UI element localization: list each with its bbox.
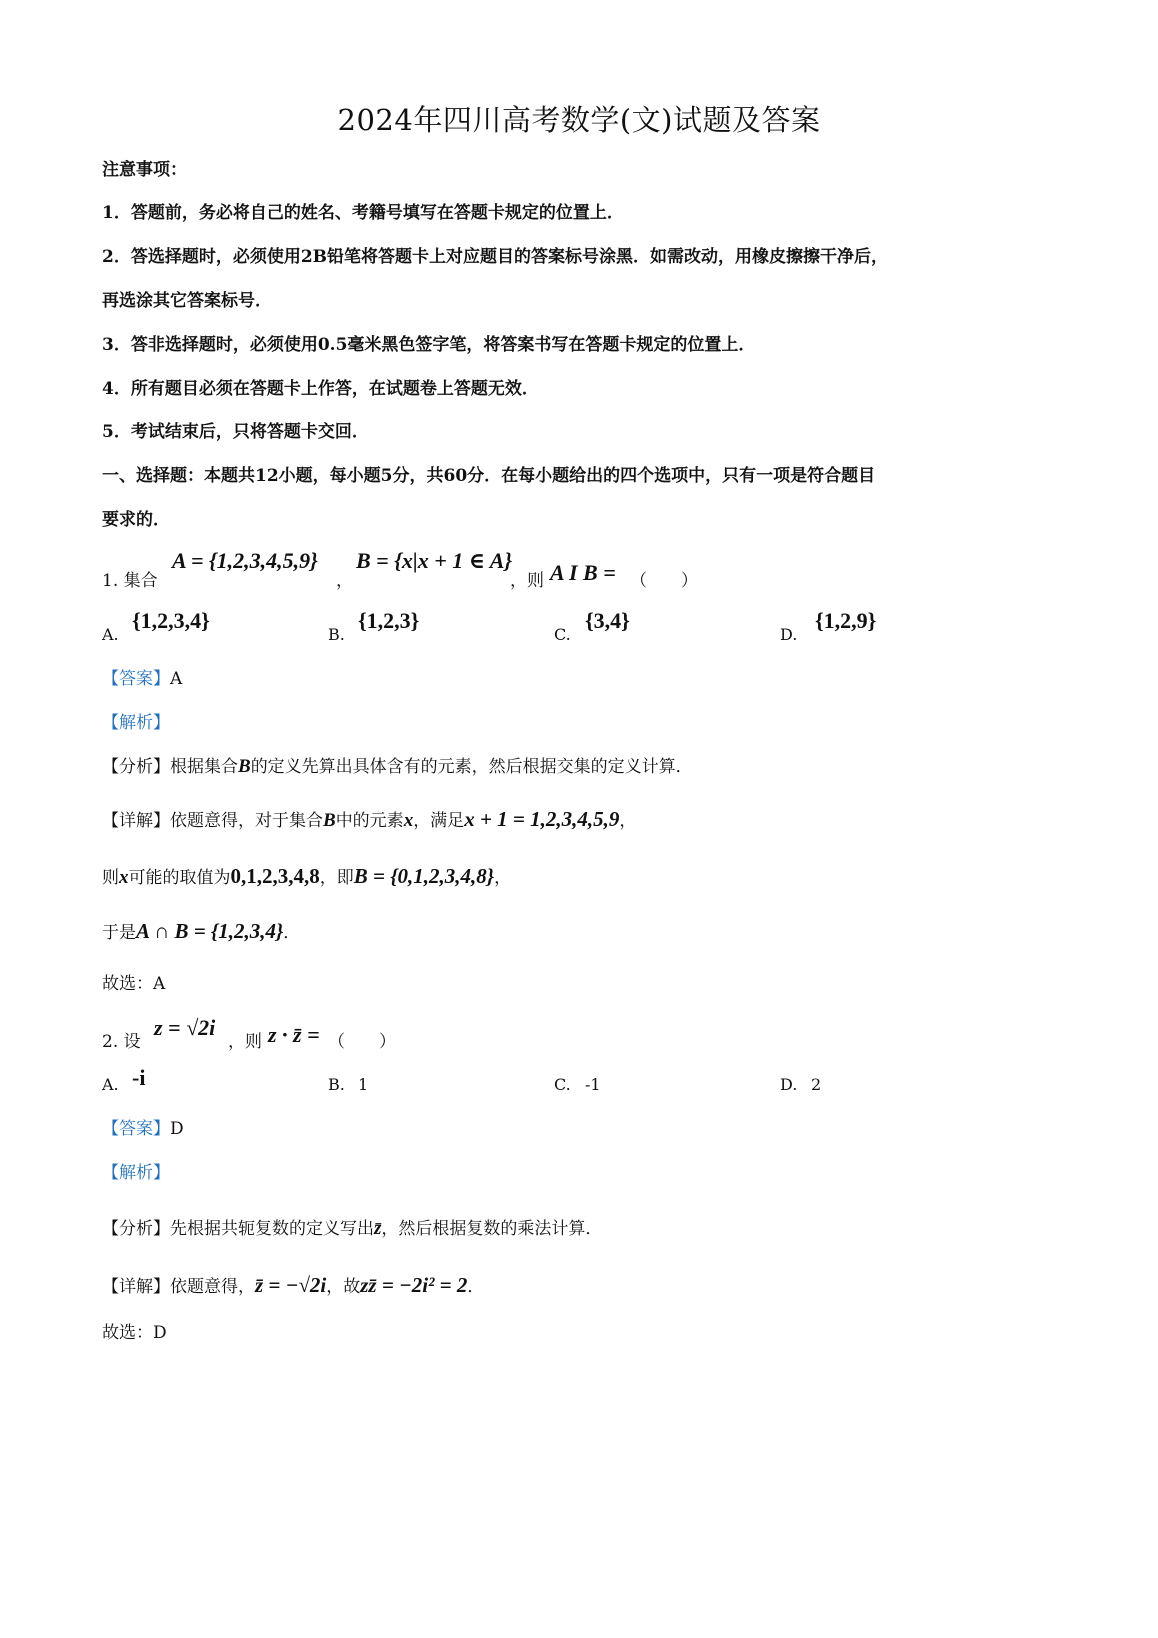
answer-line xyxy=(102,664,182,689)
xiangjie-text: 则 xyxy=(102,868,119,888)
xiangjie-tag: 【详解】 xyxy=(102,1277,170,1297)
notice-item: 2．答选择题时，必须使用2B铅笔将答题卡上对应题目的答案标号涂黑．如需改动，用橡皮擦擦干净后， xyxy=(102,247,889,267)
analysis-tag: 【解析】 xyxy=(102,1163,170,1183)
answer-paren: （ ） xyxy=(328,1032,396,1052)
option-a-label: A. xyxy=(102,625,119,644)
notice-item: 4．所有题目必须在答题卡上作答，在试题卷上答题无效． xyxy=(102,379,539,399)
notice-item: 3．答非选择题时，必须使用0.5毫米黑色签字笔，将答案书写在答题卡规定的位置上． xyxy=(102,335,756,355)
set-a: A = {1,2,3,4,5,9} xyxy=(172,548,318,573)
option-d-label: D. xyxy=(780,1075,798,1094)
question-2-number: 2. 设 xyxy=(102,1032,141,1052)
math-symbol: B xyxy=(238,756,251,777)
z-definition: z = √2i xyxy=(154,1015,216,1040)
xiangjie-text: ． xyxy=(283,923,301,943)
xiangjie-text: 于是 xyxy=(102,923,136,943)
xiangjie-text: 依题意得，对于集合 xyxy=(170,811,323,831)
option-a-value: {1,2,3,4} xyxy=(132,608,210,633)
xiangjie-text: ， xyxy=(494,868,512,888)
connector-text: ，则 xyxy=(510,571,544,591)
fenxi-line xyxy=(102,752,693,778)
option-d-value: 2 xyxy=(811,1075,822,1094)
option-d-value: {1,2,9} xyxy=(815,608,877,633)
xiangjie-line xyxy=(102,918,300,944)
xiangjie-text: ， xyxy=(619,811,637,831)
question-2-expression: z · z̄ = xyxy=(268,1022,320,1047)
option-a-value: -i xyxy=(132,1065,146,1090)
option-b-label: B. xyxy=(328,625,345,644)
xiangjie-text: 可能的取值为 xyxy=(128,868,231,888)
question-1-expression: A I B = xyxy=(550,560,616,585)
option-b-label: B. xyxy=(328,1075,345,1094)
fenxi-text: 的定义先算出具体含有的元素，然后根据交集的定义计算． xyxy=(250,757,693,777)
answer-tag: 【答案】 xyxy=(102,669,170,689)
notice-heading: 注意事项： xyxy=(102,160,187,180)
xiangjie-text: ，满足 xyxy=(413,811,465,831)
option-a-label: A. xyxy=(102,1075,119,1094)
xiangjie-tag: 【详解】 xyxy=(102,811,170,831)
xiangjie-text: 中的元素 xyxy=(335,811,404,831)
math-expression: A ∩ B = {1,2,3,4} xyxy=(136,919,284,943)
xiangjie-text: ，故 xyxy=(326,1277,361,1297)
answer-paren: （ ） xyxy=(630,571,698,591)
option-b-value: {1,2,3} xyxy=(358,608,420,633)
option-c-value: -1 xyxy=(585,1075,601,1094)
page-title: 2024年四川高考数学(文)试题及答案 xyxy=(337,103,821,137)
connector-text: ，则 xyxy=(228,1032,262,1052)
notice-item: 再选涂其它答案标号． xyxy=(102,291,272,311)
math-symbol: z̄ xyxy=(374,1218,382,1239)
xiangjie-text: ． xyxy=(467,1277,485,1297)
math-symbol: B xyxy=(323,810,336,831)
option-c-value: {3,4} xyxy=(585,608,630,633)
analysis-tag: 【解析】 xyxy=(102,713,170,733)
notice-item: 5．考试结束后，只将答题卡交回． xyxy=(102,422,369,442)
answer-tag: 【答案】 xyxy=(102,1119,170,1139)
final-choice: 故选：D xyxy=(102,1323,167,1343)
answer-value: D xyxy=(170,1119,184,1139)
fenxi-text: 先根据共轭复数的定义写出 xyxy=(170,1219,374,1239)
math-symbol: x xyxy=(403,810,414,831)
math-expression: zz̄ = −2i² = 2 xyxy=(360,1273,468,1297)
set-b: B = {x|x + 1 ∈ A} xyxy=(356,548,513,573)
xiangjie-text: ，即 xyxy=(319,868,354,888)
option-c-label: C. xyxy=(554,1075,571,1094)
xiangjie-text: 依题意得， xyxy=(170,1277,255,1297)
math-expression: x + 1 = 1,2,3,4,5,9 xyxy=(464,807,620,831)
option-c-label: C. xyxy=(554,625,571,644)
answer-line xyxy=(102,1114,184,1139)
option-b-value: 1 xyxy=(358,1075,369,1094)
final-choice: 故选：A xyxy=(102,974,166,994)
fenxi-tag: 【分析】 xyxy=(102,1219,170,1239)
question-1-number: 1. 集合 xyxy=(102,571,158,591)
fenxi-line xyxy=(102,1214,602,1240)
fenxi-text: ，然后根据复数的乘法计算． xyxy=(381,1219,603,1239)
xiangjie-line xyxy=(102,1272,484,1298)
answer-value: A xyxy=(170,669,183,689)
math-expression: 0,1,2,3,4,8 xyxy=(230,864,320,888)
math-expression: B = {0,1,2,3,4,8} xyxy=(353,864,495,888)
section-heading-cont: 要求的． xyxy=(102,510,170,530)
math-expression: z̄ = −√2i xyxy=(255,1273,327,1297)
math-symbol: x xyxy=(119,867,129,888)
fenxi-tag: 【分析】 xyxy=(102,757,170,777)
section-heading: 一、选择题：本题共12小题，每小题5分，共60分．在每小题给出的四个选项中，只有一项是符合题目 xyxy=(102,466,876,486)
separator: ， xyxy=(336,571,353,591)
option-d-label: D. xyxy=(780,625,798,644)
xiangjie-line xyxy=(102,806,636,832)
fenxi-text: 根据集合 xyxy=(170,757,238,777)
notice-item: 1．答题前，务必将自己的姓名、考籍号填写在答题卡规定的位置上． xyxy=(102,203,624,223)
xiangjie-line xyxy=(102,863,511,889)
